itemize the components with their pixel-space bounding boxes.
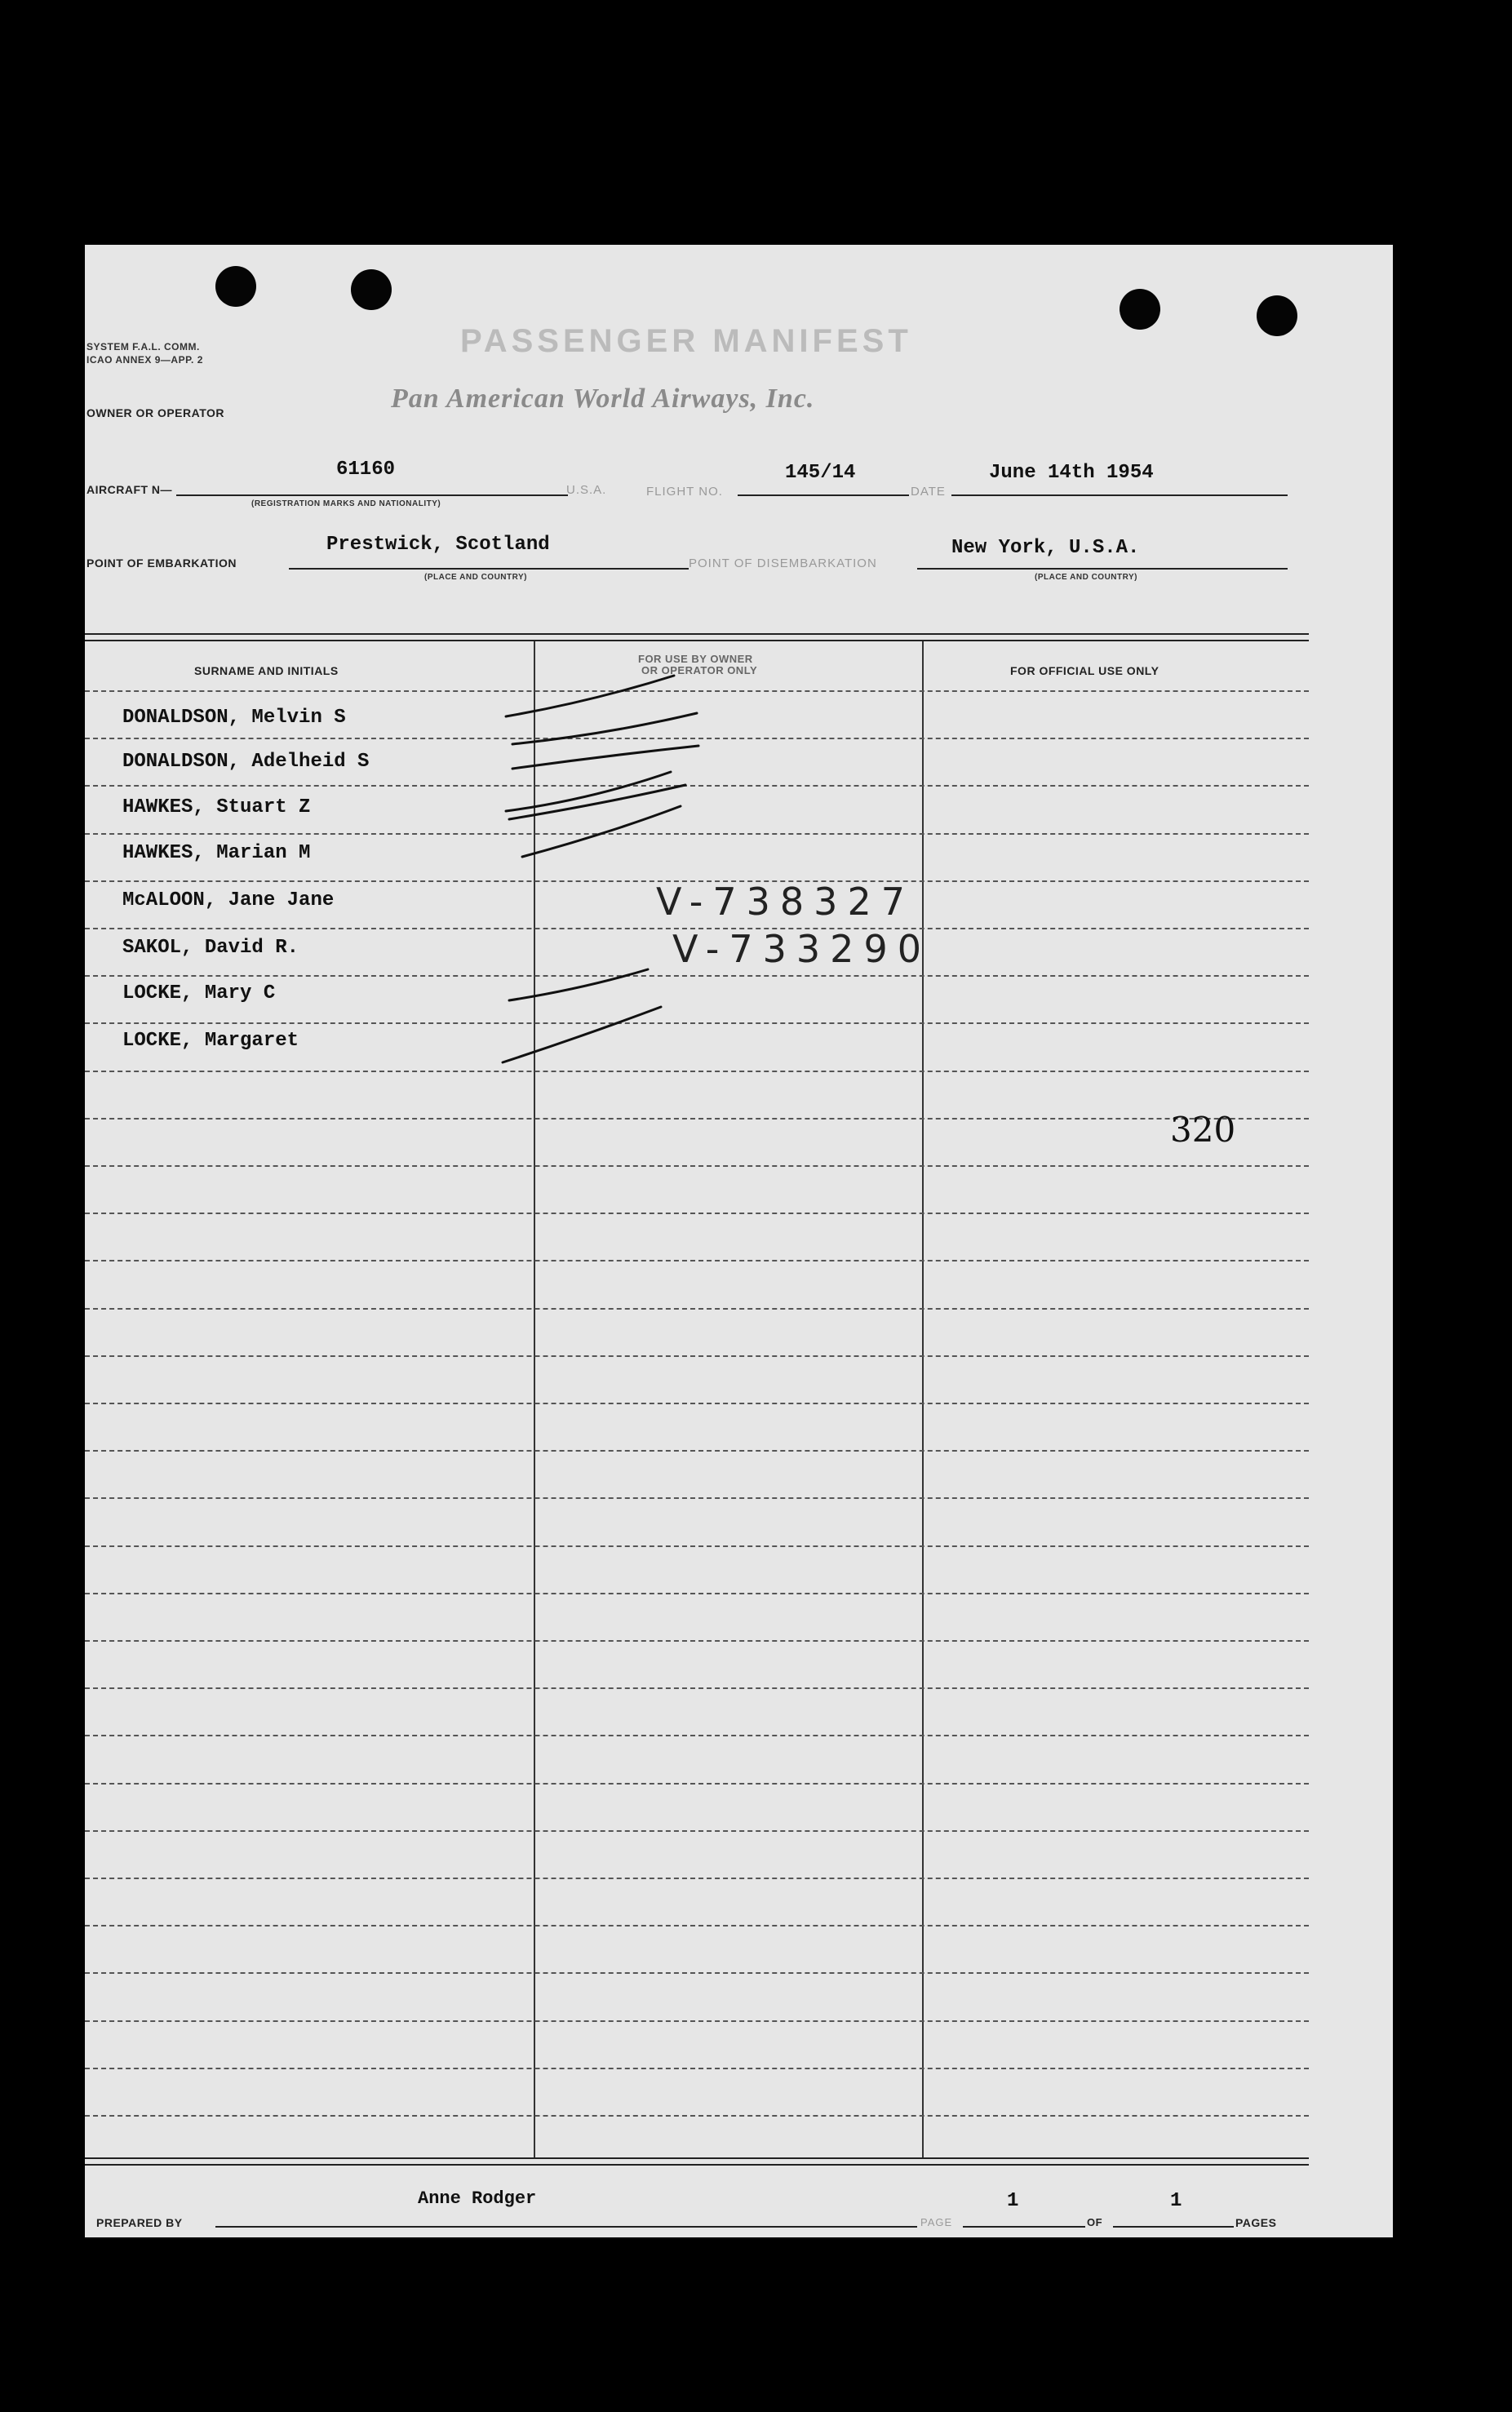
- passenger-name: DONALDSON, Melvin S: [122, 707, 346, 729]
- form-reference-2: ICAO ANNEX 9—APP. 2: [86, 354, 203, 366]
- aircraft-value: 61160: [336, 459, 396, 481]
- table-row-line: [85, 1450, 1309, 1452]
- table-row-line: [85, 785, 1309, 787]
- handwritten-note: V-733290: [672, 927, 931, 971]
- table-row-line: [85, 1071, 1309, 1072]
- column-header-surname: SURNAME AND INITIALS: [194, 664, 339, 677]
- table-row-line: [85, 1213, 1309, 1214]
- table-row-line: [85, 975, 1309, 977]
- page-line: [963, 2226, 1085, 2228]
- column-header-owner-2: OR OPERATOR ONLY: [641, 664, 758, 676]
- table-row-line: [85, 1735, 1309, 1736]
- table-row-line: [85, 1165, 1309, 1167]
- of-value: 1: [1170, 2190, 1182, 2212]
- table-row-line: [85, 1830, 1309, 1832]
- usa-label: U.S.A.: [566, 483, 607, 497]
- owner-label: OWNER OR OPERATOR: [86, 406, 224, 419]
- prepared-by-label: PREPARED BY: [96, 2216, 183, 2229]
- table-row-line: [85, 1497, 1309, 1499]
- manifest-page: [85, 245, 1393, 2237]
- table-row-line: [85, 738, 1309, 739]
- disembarkation-label: POINT OF DISEMBARKATION: [689, 556, 877, 570]
- table-row-line: [85, 690, 1309, 692]
- punch-hole: [1120, 289, 1160, 330]
- passenger-name: SAKOL, David R.: [122, 937, 299, 959]
- prepared-by-line: [215, 2226, 917, 2228]
- passenger-name: LOCKE, Mary C: [122, 982, 276, 1004]
- flight-label: FLIGHT NO.: [646, 485, 723, 499]
- table-row-line: [85, 1593, 1309, 1594]
- table-row-line: [85, 1687, 1309, 1689]
- table-row-line: [85, 1403, 1309, 1404]
- table-row-line: [85, 1355, 1309, 1357]
- table-top-rule: [85, 640, 1309, 641]
- stamp-number: 320: [1170, 1110, 1236, 1150]
- passenger-name: LOCKE, Margaret: [122, 1030, 299, 1052]
- date-value: June 14th 1954: [989, 462, 1154, 484]
- table-row-line: [85, 1260, 1309, 1261]
- page-title: PASSENGER MANIFEST: [460, 323, 912, 359]
- passenger-name: DONALDSON, Adelheid S: [122, 751, 370, 773]
- handwritten-check-marks: [85, 245, 1393, 2237]
- date-line: [951, 494, 1288, 496]
- embarkation-caption: (PLACE AND COUNTRY): [424, 573, 527, 582]
- table-top-rule: [85, 633, 1309, 635]
- table-row-line: [85, 1972, 1309, 1974]
- table-row-line: [85, 1545, 1309, 1547]
- registration-caption: (REGISTRATION MARKS AND NATIONALITY): [251, 499, 441, 508]
- date-label: DATE: [911, 485, 946, 499]
- disembarkation-line: [917, 568, 1288, 570]
- of-line: [1113, 2226, 1234, 2228]
- table-row-line: [85, 1925, 1309, 1926]
- punch-hole: [351, 269, 392, 310]
- airline-name: Pan American World Airways, Inc.: [391, 384, 815, 414]
- punch-hole: [215, 266, 256, 307]
- table-row-line: [85, 1118, 1309, 1120]
- aircraft-label: AIRCRAFT N—: [86, 483, 173, 496]
- table-bottom-rule: [85, 2157, 1309, 2159]
- table-row-line: [85, 1022, 1309, 1024]
- disembarkation-value: New York, U.S.A.: [951, 537, 1140, 559]
- punch-hole: [1257, 295, 1297, 336]
- passenger-name: McALOON, Jane Jane: [122, 889, 335, 911]
- table-row-line: [85, 1308, 1309, 1310]
- table-bottom-rule: [85, 2164, 1309, 2166]
- of-label: OF: [1087, 2216, 1103, 2228]
- table-row-line: [85, 2020, 1309, 2022]
- table-row-line: [85, 1878, 1309, 1879]
- prepared-by-value: Anne Rodger: [418, 2188, 537, 2209]
- embarkation-line: [289, 568, 689, 570]
- page-value: 1: [1007, 2190, 1019, 2212]
- table-row-line: [85, 833, 1309, 835]
- embarkation-value: Prestwick, Scotland: [326, 534, 550, 556]
- passenger-name: HAWKES, Stuart Z: [122, 796, 311, 818]
- table-row-line: [85, 1640, 1309, 1642]
- column-divider: [922, 641, 924, 2157]
- embarkation-label: POINT OF EMBARKATION: [86, 556, 237, 570]
- page-label: PAGE: [920, 2216, 953, 2228]
- disembarkation-caption: (PLACE AND COUNTRY): [1035, 573, 1137, 582]
- form-reference-1: SYSTEM F.A.L. COMM.: [86, 341, 200, 352]
- table-row-line: [85, 2068, 1309, 2069]
- table-row-line: [85, 1783, 1309, 1785]
- flight-value: 145/14: [785, 462, 856, 484]
- pages-label: PAGES: [1235, 2216, 1277, 2229]
- table-row-line: [85, 2115, 1309, 2117]
- flight-line: [738, 494, 909, 496]
- passenger-name: HAWKES, Marian M: [122, 842, 311, 864]
- aircraft-line: [176, 494, 568, 496]
- column-header-official: FOR OFFICIAL USE ONLY: [1010, 664, 1159, 677]
- handwritten-note: V-738327: [656, 880, 915, 924]
- column-divider: [534, 641, 535, 2157]
- column-header-owner-1: FOR USE BY OWNER: [638, 653, 753, 665]
